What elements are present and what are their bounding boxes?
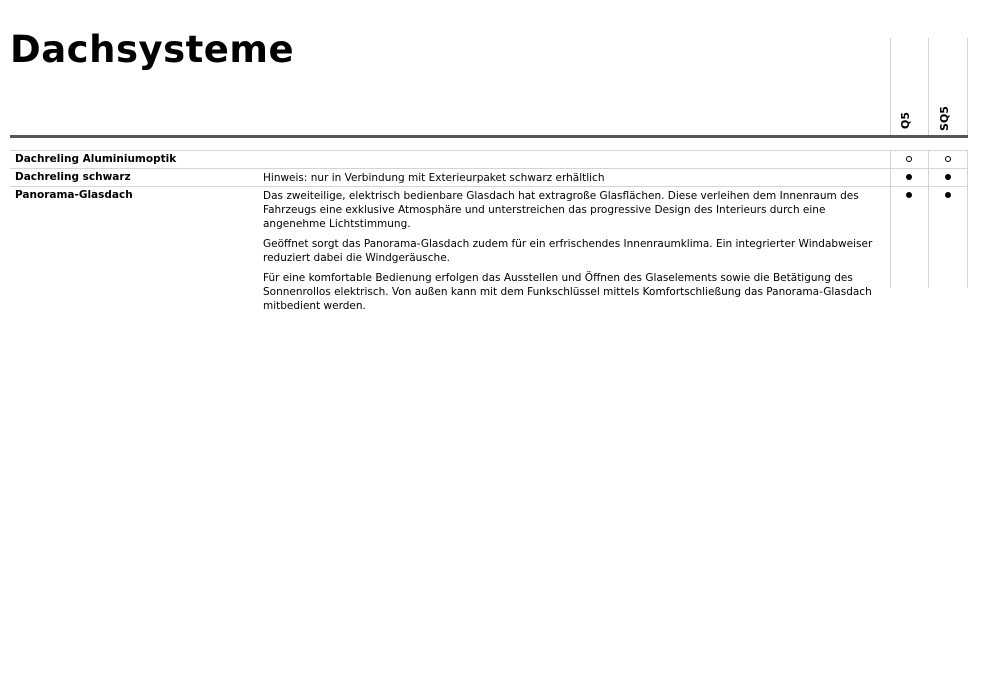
model-header-q5: Q5 xyxy=(899,111,913,130)
column-divider xyxy=(967,38,968,135)
page-title: Dachsysteme xyxy=(10,28,295,71)
standard-indicator xyxy=(945,174,951,180)
standard-indicator xyxy=(906,174,912,180)
feature-note xyxy=(263,171,878,191)
description-paragraph: Das zweiteilige, elektrisch bedienbare Glasdach hat extragroße Glasflächen. Diese verleihen dem Innenraum des Fahrzeugs eine exklusive Atmosphäre und unterstreichen das progressive Design des Interieurs durch eine angenehme Lichtstimmung. xyxy=(263,190,859,230)
description-paragraph: Geöffnet sorgt das Panorama-Glasdach zudem für ein erfrischendes Innenraumklima. Ein integrierter Windabweiser reduziert dabei die Windgeräusche. xyxy=(263,238,873,264)
description-paragraph: Hinweis: nur in Verbindung mit Exterieurpaket schwarz erhältlich xyxy=(263,172,605,184)
column-divider xyxy=(928,38,929,135)
description-paragraph: Für eine komfortable Bedienung erfolgen das Ausstellen und Öffnen des Glaselements sowie die Betätigung des Sonnenrollos elektrisch. Von außen kann mit dem Funkschlüssel mittels Komfortschließung das Panorama-Glasdach mitbedient werden. xyxy=(263,272,872,312)
column-divider xyxy=(890,38,891,135)
row-divider xyxy=(10,150,968,151)
standard-indicator xyxy=(945,192,951,198)
feature-label: Panorama-Glasdach xyxy=(15,189,133,201)
feature-description xyxy=(263,189,878,319)
column-divider xyxy=(890,150,891,288)
optional-indicator xyxy=(945,156,951,162)
header-rule xyxy=(10,135,968,138)
row-divider xyxy=(10,168,968,169)
standard-indicator xyxy=(906,192,912,198)
model-header-sq5: SQ5 xyxy=(937,106,951,131)
column-divider xyxy=(967,150,968,288)
feature-label: Dachreling Aluminiumoptik xyxy=(15,153,177,165)
optional-indicator xyxy=(906,156,912,162)
column-divider xyxy=(928,150,929,288)
feature-label: Dachreling schwarz xyxy=(15,171,131,183)
